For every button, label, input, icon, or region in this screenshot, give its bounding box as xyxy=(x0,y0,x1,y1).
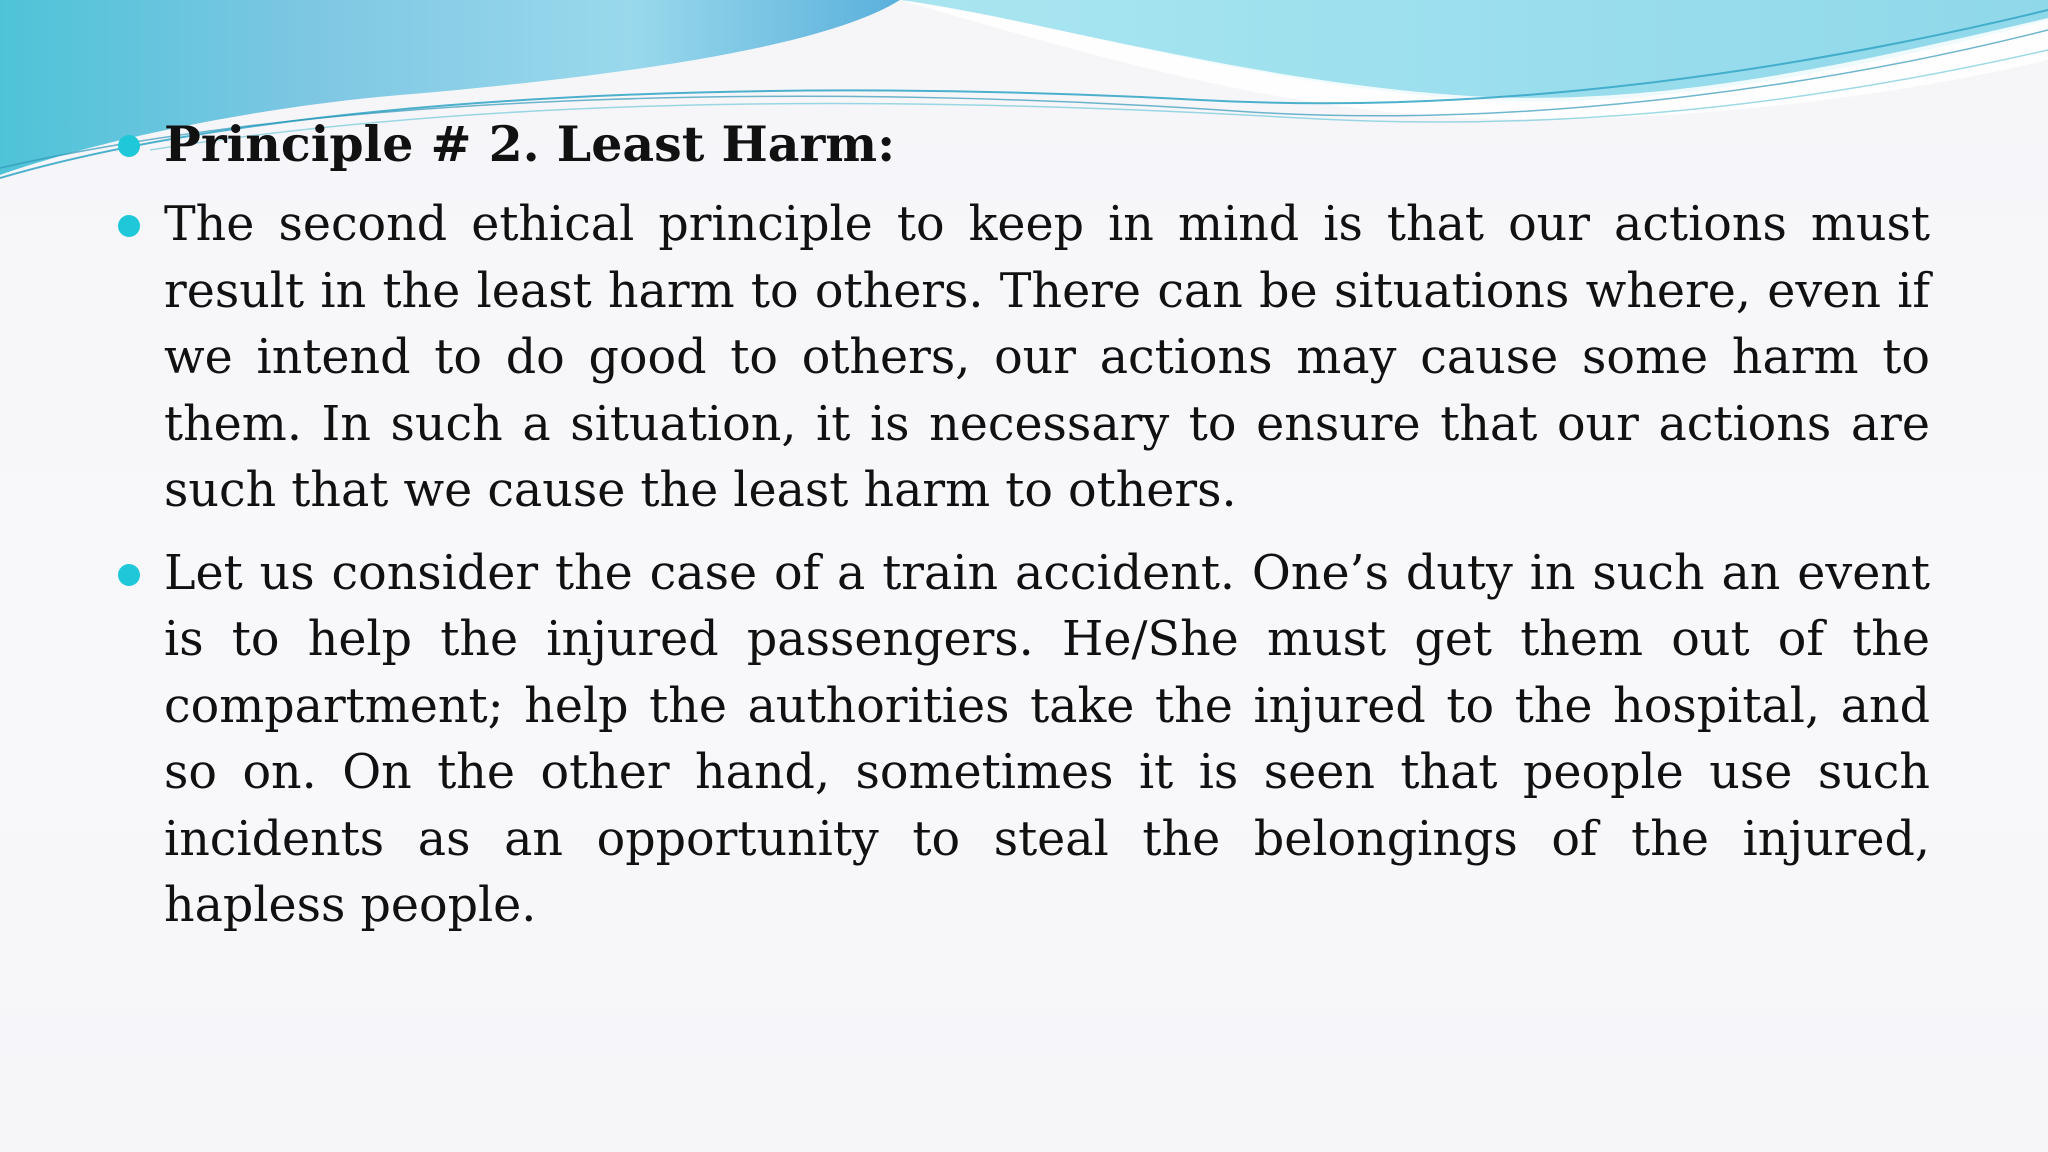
paragraph-least-harm: The second ethical principle to keep in mind is that our actions must result in the least harm to others. There can be situations where, even if we intend to do good to others, our actions may cause some harm to them. In such a situation, it is necessary to ensure that our actions are such that we cause the least harm to others. xyxy=(164,197,1930,518)
bullet-dot-icon xyxy=(118,215,140,237)
bullet-dot-icon xyxy=(118,564,140,586)
bullet-heading xyxy=(118,112,1930,176)
bullet-dot-icon xyxy=(118,135,140,157)
bullet-paragraph-1 xyxy=(118,192,1930,525)
slide-heading: Principle # 2. Least Harm: xyxy=(164,115,896,173)
paragraph-train-accident: Let us consider the case of a train accident. One’s duty in such an event is to help the injured passengers. He/She must get them out of the compartment; help the authorities take the injured to the hospital, and so on. On the other hand, sometimes it is seen that people use such incidents as an opportunity to steal the belongings of the injured, hapless people. xyxy=(164,545,1930,933)
slide-content xyxy=(118,112,1930,956)
bullet-paragraph-2 xyxy=(118,541,1930,940)
